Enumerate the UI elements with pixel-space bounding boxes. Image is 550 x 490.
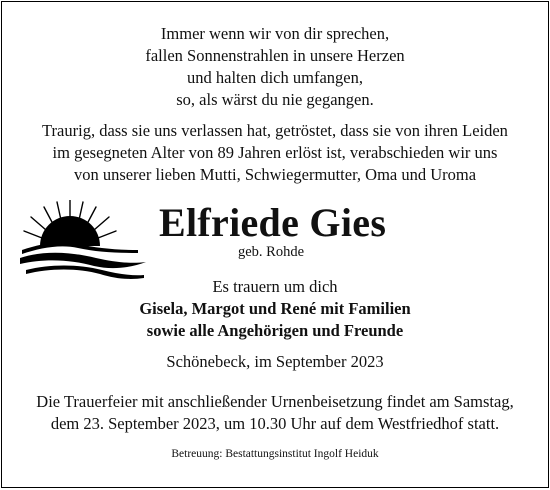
- poem-line-3: und halten dich umfangen,: [187, 68, 363, 87]
- deceased-name: Elfriede Gies: [159, 200, 387, 245]
- birth-name: geb. Rohde: [238, 244, 305, 260]
- poem-line-2: fallen Sonnenstrahlen in unsere Herzen: [145, 46, 405, 65]
- sunset-over-hills-icon: [20, 200, 148, 282]
- poem-line-1: Immer wenn wir von dir sprechen,: [160, 24, 390, 43]
- place-date: Schönebeck, im September 2023: [166, 352, 384, 371]
- obituary-notice: [1, 1, 549, 488]
- mourners-family: Gisela, Margot und René mit Familien: [139, 299, 411, 318]
- funeral-line-1: Die Trauerfeier mit anschließender Urnenbeisetzung findet am Samstag,: [36, 392, 514, 411]
- poem-line-4: so, als wärst du nie gegangen.: [176, 90, 374, 109]
- intro-line-1: Traurig, dass sie uns verlassen hat, getröstet, dass sie von ihren Leiden: [42, 121, 508, 140]
- funeral-line-2: dem 23. September 2023, um 10.30 Uhr auf dem Westfriedhof statt.: [50, 414, 500, 433]
- intro-line-3: von unserer lieben Mutti, Schwiegermutter, Oma und Uroma: [73, 165, 477, 184]
- mourners-relatives: sowie alle Angehörigen und Freunde: [146, 321, 404, 340]
- funeral-home-credit: Betreuung: Bestattungsinstitut Ingolf Heiduk: [171, 448, 379, 460]
- mourners-intro: Es trauern um dich: [212, 277, 338, 296]
- intro-line-2: im gesegneten Alter von 89 Jahren erlöst ist, verabschieden wir uns: [52, 143, 498, 162]
